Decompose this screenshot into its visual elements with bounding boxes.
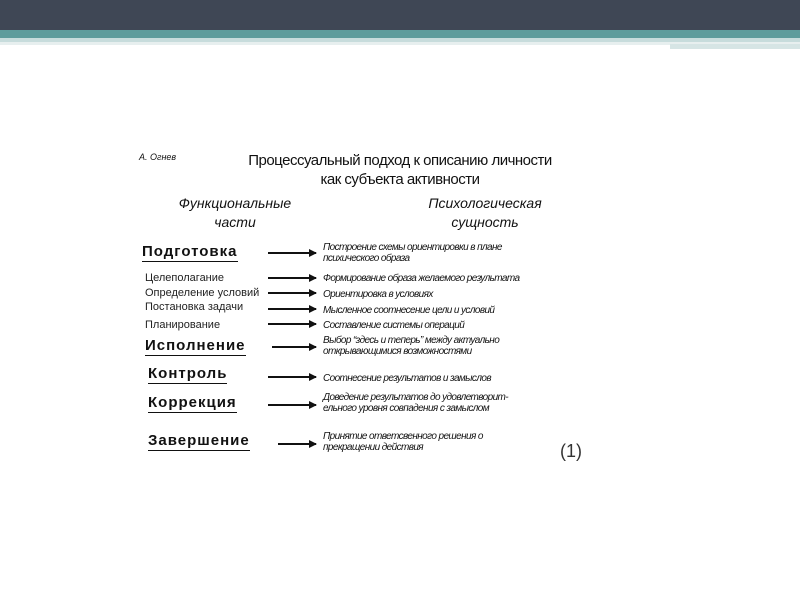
description-task: Мысленное соотнесение цели и условий: [323, 305, 495, 316]
description-correction-line-2: ельного уровня совпадения с замыслом: [323, 403, 489, 414]
description-completion: [323, 431, 483, 453]
description-planning: Составление системы операций: [323, 320, 465, 331]
page-title: [205, 151, 595, 189]
description-preparation-line-2: психического образа: [323, 253, 410, 264]
substage-planning: Планирование: [145, 319, 221, 331]
accent-slice: [670, 44, 800, 49]
stage-control: Контроль: [148, 365, 228, 382]
description-completion-line-2: прекращении действия: [323, 442, 424, 453]
column-header-functional-line-1: Функциональные: [178, 195, 292, 211]
column-header-psychological: [380, 194, 590, 232]
substage-task: Постановка задачи: [145, 301, 244, 313]
description-preparation: [323, 242, 502, 264]
stage-preparation: Подготовка: [142, 243, 238, 260]
description-execution-line-1: Выбор “здесь и теперь” между актуально: [323, 335, 500, 346]
description-preparation-line-1: Построение схемы ориентировки в плане: [323, 242, 502, 253]
accent-stripe: [0, 30, 800, 38]
stage-execution: Исполнение: [145, 337, 246, 354]
description-correction: [323, 392, 508, 414]
stage-completion: Завершение: [148, 432, 250, 449]
stage-correction: Коррекция: [148, 394, 237, 411]
substage-goal-setting: Целеполагание: [145, 272, 225, 284]
column-header-functional-line-2: части: [214, 214, 256, 230]
description-goal-setting: Формирование образа желаемого результата: [323, 273, 520, 284]
column-header-psychological-line-2: сущность: [451, 214, 519, 230]
substage-conditions: Определение условий: [145, 287, 260, 299]
description-control: Соотнесение результатов и замыслов: [323, 373, 491, 384]
description-correction-line-1: Доведение результатов до удовлетворит-: [323, 392, 509, 403]
title-line-2: как субъекта активности: [320, 171, 480, 188]
description-completion-line-1: Принятие ответсвенного решения о: [323, 431, 483, 442]
description-execution-line-2: открывающимися возможностями: [323, 346, 472, 357]
column-header-psychological-line-1: Психологическая: [428, 195, 542, 211]
top-banner: [0, 0, 800, 30]
author: А. Огнев: [139, 152, 177, 162]
column-header-functional: [150, 194, 320, 232]
description-conditions: Ориентировка в условиях: [323, 289, 433, 300]
title-line-1: Процессуальный подход к описанию личности: [248, 152, 552, 169]
description-execution: [323, 335, 499, 357]
equation-number: (1): [560, 441, 582, 461]
